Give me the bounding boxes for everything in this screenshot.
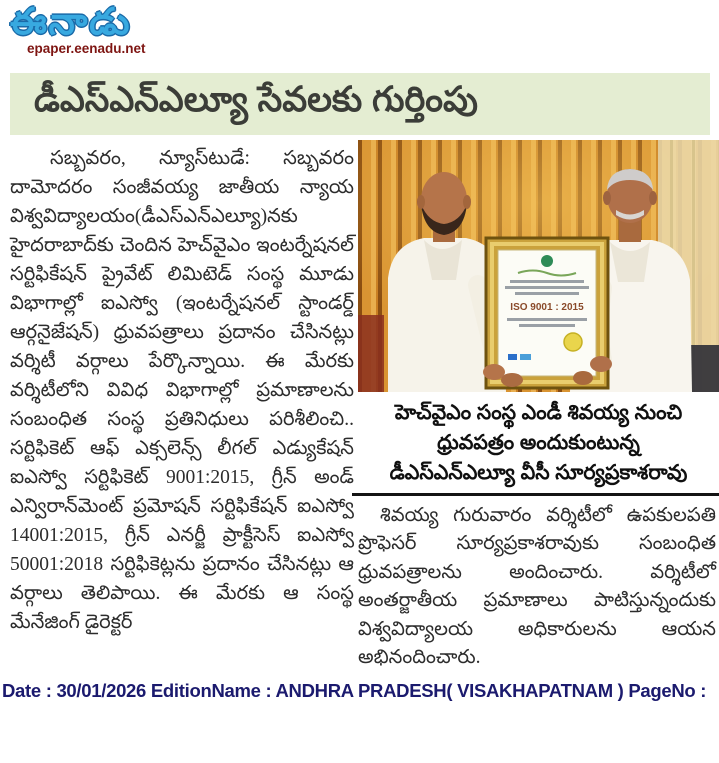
eenadu-logo: ఈనాడు	[10, 1, 132, 42]
certificate-gold-seal	[564, 333, 582, 351]
caption-divider-rule	[352, 493, 719, 496]
photo-caption	[358, 398, 719, 488]
epaper-url-text: epaper.eenadu.net	[27, 41, 146, 56]
news-photo	[358, 140, 719, 392]
certificate-iso-text: ISO 9001 : 2015	[510, 302, 584, 313]
photo-caption-line-2: ధ్రువపత్రం అందుకుంటున్న	[437, 431, 640, 454]
photo-caption-line-1: హెచ్‌వైఎం సంస్థ ఎండీ శివయ్య నుంచి	[394, 401, 683, 424]
footer-date-edition-line: Date : 30/01/2026 EditionName : ANDHRA PRADESH( VISAKHAPATNAM ) PageNo :	[2, 680, 707, 701]
photo-and-right-column	[358, 140, 719, 673]
article-body-right-column: శివయ్య గురువారం వర్శిటీలో ఉపకులపతి ప్రొఫెసర్ సూర్యప్రకాశరావుకు సంబంధిత ధ్రువపత్రాలను అందించారు. వర్శిటీలో అంతర్జాతీయ ప్రమాణాలు పాటిస్తున్నందుకు విశ్వవిద్యాలయ అధికారులను ఆయన అభినందించారు.	[358, 504, 716, 668]
certificate-green-seal	[541, 255, 553, 267]
certificate-frame	[486, 238, 608, 388]
photo-caption-line-3: డీఎస్ఎన్ఎల్యూ వీసీ సూర్యప్రకాశరావు	[389, 461, 688, 484]
article-headline: డీఎస్ఎన్ఎల్యూ సేవలకు గుర్తింపు	[10, 73, 710, 135]
article-body-left-column: సబ్బవరం, న్యూస్‌టుడే: సబ్బవరం దామోదరం సంజీవయ్య జాతీయ న్యాయ విశ్వవిద్యాలయం(డీఎస్ఎన్ఎల్యూ)నకు హైదరాబాద్‌కు చెందిన హెచ్‌వైఎం ఇంటర్నేషనల్ సర్టిఫికేషన్ ప్రైవేట్ లిమిటెడ్ సంస్థ మూడు విభాగాల్లో ఐఎస్వో (ఇంటర్నేషనల్ స్టాండర్డ్ ఆర్గనైజేషన్) ధ్రువపత్రాలు ప్రదానం చేసినట్లు వర్శిటీ వర్గాలు పేర్కొన్నాయి. ఈ మేరకు వర్శిటీలోని వివిధ విభాగాల్లో ప్రమాణాలను సంబంధిత సంస్థ ప్రతినిధులు పరిశీలించి.. సర్టిఫికెట్ ఆఫ్ ఎక్సలెన్స్ లీగల్ ఎడ్యుకేషన్ ఐఎస్వో సర్టిఫికెట్ 9001:2015, గ్రీన్ అండ్ ఎన్విరాన్‌మెంట్ ప్రమోషన్ సర్టిఫికేషన్ ఐఎస్వో 14001:2015, గ్రీన్ ఎనర్జీ ప్రాక్టీసెస్ ఐఎస్వో 50001:2018 సర్టిఫికెట్లను ప్రదానం చేసినట్లు ఆ వర్గాలు తెలిపాయి. ఈ మేరకు ఆ సంస్థ మేనేజింగ్ డైరెక్టర్	[10, 148, 354, 633]
